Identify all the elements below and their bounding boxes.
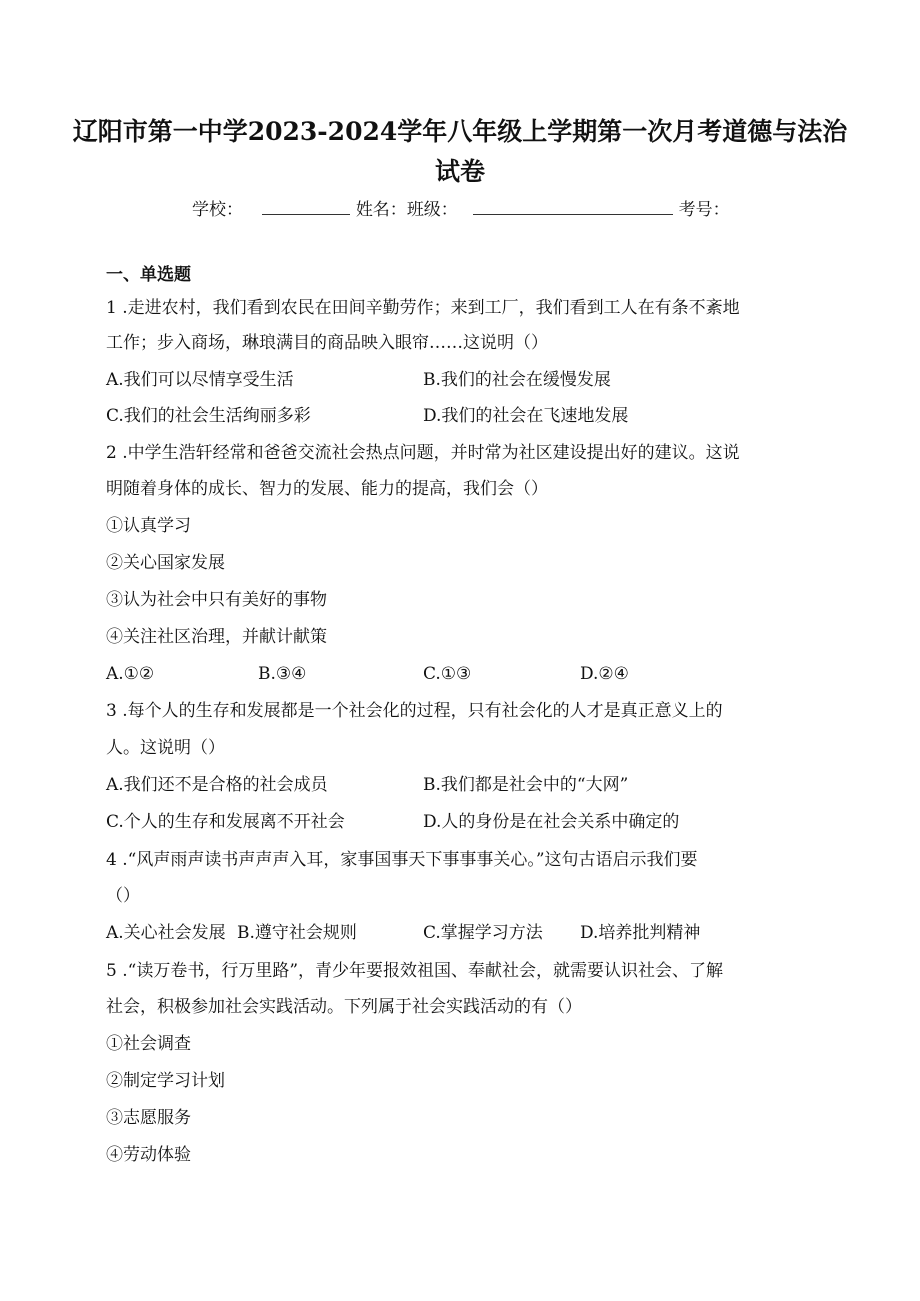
question-1-stem-cont: 工作；步入商场，琳琅满目的商品映入眼帘……这说明（）	[106, 333, 548, 353]
question-1-option-d[interactable]: D.我们的社会在飞速地发展	[423, 406, 629, 426]
question-2-option-d[interactable]: D.②④	[580, 664, 629, 684]
question-3-option-a[interactable]: A.我们还不是合格的社会成员	[106, 775, 328, 795]
question-2-item-2: ②关心国家发展	[106, 553, 225, 573]
question-2-stem-cont: 明随着身体的成长、智力的发展、能力的提高，我们会（）	[106, 479, 548, 499]
question-2-item-1: ①认真学习	[106, 516, 191, 536]
question-5-item-4: ④劳动体验	[106, 1145, 191, 1165]
question-5-stem-cont: 社会，积极参加社会实践活动。下列属于社会实践活动的有（）	[106, 997, 582, 1017]
question-1-option-a[interactable]: A.我们可以尽情享受生活	[106, 370, 294, 390]
question-4-stem-cont: （）	[106, 886, 140, 906]
question-3-stem-cont: 人。这说明（）	[106, 738, 225, 758]
question-4-stem: 4 .“风声雨声读书声声声入耳，家事国事天下事事事关心。”这句古语启示我们要	[106, 850, 698, 870]
school-blank[interactable]	[262, 196, 350, 215]
school-label: 学校：	[192, 200, 243, 220]
question-3-option-b[interactable]: B.我们都是社会中的“大网”	[423, 775, 629, 795]
question-3-option-d[interactable]: D.人的身份是在社会关系中确定的	[423, 812, 680, 832]
page-title: 辽阳市第一中学2023-2024学年八年级上学期第一次月考道德与法治	[72, 117, 848, 146]
question-5-item-1: ①社会调查	[106, 1034, 191, 1054]
question-2-item-4: ④关注社区治理，并献计献策	[106, 627, 327, 647]
question-2-option-a[interactable]: A.①②	[106, 664, 155, 684]
question-1-stem: 1 .走进农村，我们看到农民在田间辛勤劳作；来到工厂，我们看到工人在有条不紊地	[106, 298, 740, 318]
name-label: 姓名：	[355, 200, 407, 220]
question-4-option-c[interactable]: C.掌握学习方法	[423, 923, 543, 943]
class-label: 班级：	[406, 200, 458, 220]
question-3-option-c[interactable]: C.个人的生存和发展离不开社会	[106, 812, 345, 832]
question-3-stem: 3 .每个人的生存和发展都是一个社会化的过程，只有社会化的人才是真正意义上的	[106, 701, 723, 721]
question-2-option-b[interactable]: B.③④	[258, 664, 307, 684]
question-4-option-b[interactable]: B.遵守社会规则	[237, 923, 357, 943]
question-1-option-b[interactable]: B.我们的社会在缓慢发展	[423, 370, 611, 390]
question-5-item-2: ②制定学习计划	[106, 1071, 225, 1091]
question-1-option-c[interactable]: C.我们的社会生活绚丽多彩	[106, 406, 311, 426]
section-title: 一、单选题	[106, 265, 191, 285]
student-info-line	[192, 196, 730, 223]
question-5-item-3: ③志愿服务	[106, 1108, 191, 1128]
question-4-option-a[interactable]: A.关心社会发展	[106, 923, 226, 943]
question-4-option-d[interactable]: D.培养批判精神	[580, 923, 701, 943]
question-2-option-c[interactable]: C.①③	[423, 664, 472, 684]
page-title-line2: 试卷	[434, 157, 485, 186]
class-blank[interactable]	[473, 196, 673, 215]
exam-no-label: 考号：	[678, 200, 730, 220]
question-2-item-3: ③认为社会中只有美好的事物	[106, 590, 327, 610]
question-5-stem: 5 .“读万卷书，行万里路”，青少年要报效祖国、奉献社会，就需要认识社会、了解	[106, 961, 724, 981]
question-2-stem: 2 .中学生浩轩经常和爸爸交流社会热点问题，并时常为社区建设提出好的建议。这说	[106, 443, 740, 463]
